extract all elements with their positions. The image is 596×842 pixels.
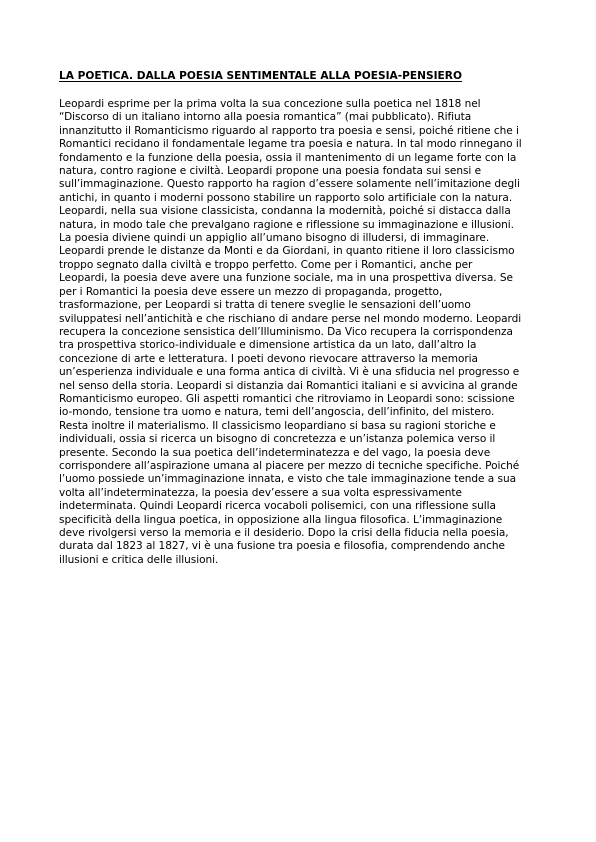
paragraph-line: io-mondo, tensione tra uomo e natura, temi dell’angoscia, dell’infinito, del mistero. [59,406,495,419]
paragraph-line: specificità della lingua poetica, in opposizione alla lingua filosofica. L’immaginazione [59,513,503,526]
paragraph-line: Romanticismo europeo. Gli aspetti romantici che ritroviamo in Leopardi sono: scissione [59,392,515,405]
paragraph-line: innanzitutto il Romanticismo riguardo al rapporto tra poesia e sensi, poiché ritiene che i [59,124,519,137]
paragraph-line: illusioni e critica delle illusioni. [59,553,219,566]
paragraph-line: individuali, ossia si ricerca un bisogno di concretezza e un’istanza polemica verso il [59,433,496,446]
paragraph-line: l’uomo possiede un’immaginazione innata, e visto che tale immaginazione tende a sua [59,473,516,486]
paragraph-line: Romantici recidano il fondamentale legame tra poesia e natura. In tal modo rinnegano il [59,138,522,151]
document-content [59,69,541,567]
paragraph-line: per i Romantici la poesia deve essere un mezzo di propaganda, progetto, [59,285,443,298]
paragraph-line: antichi, in quanto i moderni possono stabilire un rapporto solo artificiale con la natura. [59,191,513,204]
document-title: LA POETICA. DALLA POESIA SENTIMENTALE ALLA POESIA-PENSIERO [59,70,462,82]
paragraph-line: volta all’indeterminatezza, la poesia dev’essere a sua volta espressivamente [59,486,462,499]
paragraph-line: un’esperienza individuale e una forma antica di civiltà. Vi è una sfiducia nel progresso e [59,366,520,379]
paragraph-line: Resta inoltre il materialismo. Il classicismo leopardiano si basa su ragioni storiche e [59,419,496,432]
paragraph-line: Leopardi, nella sua visione classicista, condanna la modernità, poiché si distacca dalla [59,205,511,218]
paragraph-line: natura, in modo tale che prevalgano ragione e riflessione su immaginazione e illusioni. [59,218,514,231]
paragraph-line: “Discorso di un italiano intorno alla poesia romantica” (mai pubblicato). Rifiuta [59,111,472,124]
paragraph-line: deve rivolgersi verso la memoria e il desiderio. Dopo la crisi della fiducia nella poesia, [59,527,509,539]
paragraph-line: durata dal 1823 al 1827, vi è una fusione tra poesia e filosofia, comprendendo anche [59,540,505,553]
paragraph-line: natura, contro ragione e civiltà. Leopardi propone una poesia fondata sui sensi e [59,165,482,178]
paragraph-line: La poesia diviene quindi un appiglio all’umano bisogno di illudersi, di immaginare. [59,232,490,245]
paragraph-line: sviluppatesi nell’antichità e che rischiano di andare perse nel mondo moderno. Leopardi [59,312,522,325]
paragraph-line: Leopardi prende le distanze da Monti e da Giordani, in quanto ritiene il loro classicismo [59,245,515,258]
paragraph-line: nel senso della storia. Leopardi si distanzia dai Romantici italiani e si avvicina al grande [59,379,518,392]
paragraph-line: troppo segnato dalla civiltà e troppo perfetto. Come per i Romantici, anche per [59,258,473,271]
paragraph-line: sull’immaginazione. Questo rapporto ha ragion d’essere solamente nell’imitazione degli [59,178,520,191]
paragraph-line: Leopardi, la poesia deve avere una funzione sociale, ma in una prospettiva diversa. Se [59,272,513,285]
paragraph-line: trasformazione, per Leopardi si tratta di tenere sveglie le sensazioni dell’uomo [59,299,471,312]
paragraph-line: concezione di arte e letteratura. I poeti devono rievocare attraverso la memoria [59,352,478,365]
paragraph-line: fondamento e la funzione della poesia, ossia il mantenimento di un legame forte con la [59,151,517,164]
body-paragraph [59,98,541,567]
paragraph-line: indeterminata. Quindi Leopardi ricerca vocaboli polisemici, con una riflessione sulla [59,500,496,513]
paragraph-line: Leopardi esprime per la prima volta la sua concezione sulla poetica nel 1818 nel [59,98,481,110]
paragraph-line: corrispondere all’aspirazione umana al piacere per mezzo di tecniche specifiche. Poiché [59,459,520,472]
paragraph-line: presente. Secondo la sua poetica dell’indeterminatezza e del vago, la poesia deve [59,446,491,459]
paragraph-line: recupera la concezione sensistica dell’Illuminismo. Da Vico recupera la corrispondenza [59,325,513,338]
paragraph-line: tra prospettiva storico-individuale e dimensione artistica da un lato, dall’altro la [59,339,477,352]
